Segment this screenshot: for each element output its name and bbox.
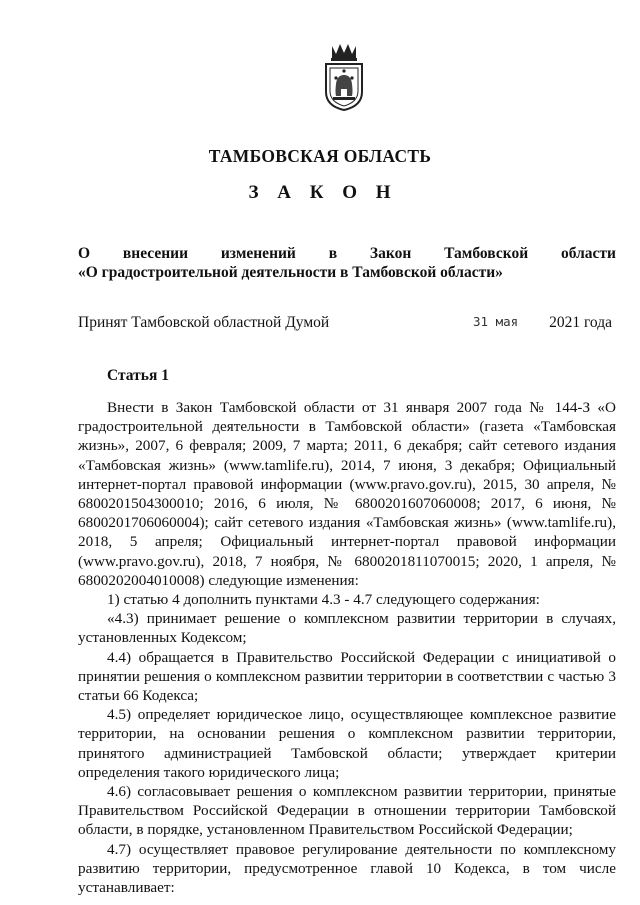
subject-word: изменений (220, 245, 296, 262)
paragraph: 4.6) согласовывает решения о комплексном развитии территории, принятые Правительством Российской Федерации в отношении территории Тамбовской области, в порядке, установленном Правительством Российской Федерации; (78, 783, 616, 839)
paragraph: «4.3) принимает решение о комплексном развитии территории в случаях, установленных Кодексом; (78, 610, 616, 647)
paragraph: 4.7) осуществляет правовое регулирование деятельности по комплексному развитию территории, предусмотренное главой 10 Кодекса, в том числе устанавливает: (78, 840, 616, 897)
article-body (78, 398, 616, 897)
subject-word: в (328, 245, 338, 262)
document-type: З А К О Н (248, 182, 398, 203)
date-stamp: 31 мая (473, 314, 519, 329)
subject-word: О (78, 245, 91, 262)
subject-line-2: «О градостроительной деятельности в Тамбовской области» (78, 264, 503, 281)
region-title: ТАМБОВСКАЯ ОБЛАСТЬ (208, 146, 432, 166)
subject-word: области (560, 245, 616, 262)
paragraph: 4.5) определяет юридическое лицо, осуществляющее комплексное развитие территории, на основании решения о комплексном развитии территории, принятого администрацией Тамбовской области; утверждает критерии определения такого юридического лица; (78, 706, 616, 781)
adopted-by: Принят Тамбовской областной Думой (78, 314, 330, 331)
subject-word: Закон (369, 245, 412, 262)
article-title: Статья 1 (107, 367, 169, 384)
subject-word: внесении (122, 245, 189, 262)
coat-of-arms-icon (322, 40, 366, 112)
adoption-year: 2021 года (549, 314, 612, 331)
paragraph: Внести в Закон Тамбовской области от 31 января 2007 года № 144-З «О градостроительной деятельности в Тамбовской области» (газета «Тамбовская жизнь», 2007, 6 февраля; 2009, 7 марта; 2011, 6 декабря; сайт сетевого издания «Тамбовская жизнь» (www.tamlife.ru), 2014, 7 июня, 3 декабря; Официальный интернет-портал правовой информации (www.pravo.gov.ru), 2015, 30 апреля, № 6800201504300010; 2016, 6 июля, № 6800201607060008; 2017, 6 июня, № 6800201706060004); сайт сетевого издания «Тамбовская жизнь» (www.tamlife.ru), 2018, 5 апреля; Официальный интернет-портал правовой информации (www.pravo.gov.ru), 2018, 7 ноября, № 6800201811070015; 2020, 1 апреля, № 6800202004010008) следующие изменения: (78, 399, 616, 589)
law-subject (78, 244, 616, 282)
adoption-line (78, 314, 616, 334)
subject-line-1 (78, 244, 616, 263)
subject-word: Тамбовской (444, 245, 529, 262)
paragraph: 4.4) обращается в Правительство Российской Федерации с инициативой о принятии решения о комплексном развитии территории в соответствии с частью 3 статьи 66 Кодекса; (78, 648, 616, 705)
paragraph: 1) статью 4 дополнить пунктами 4.3 - 4.7 следующего содержания: (107, 591, 540, 609)
